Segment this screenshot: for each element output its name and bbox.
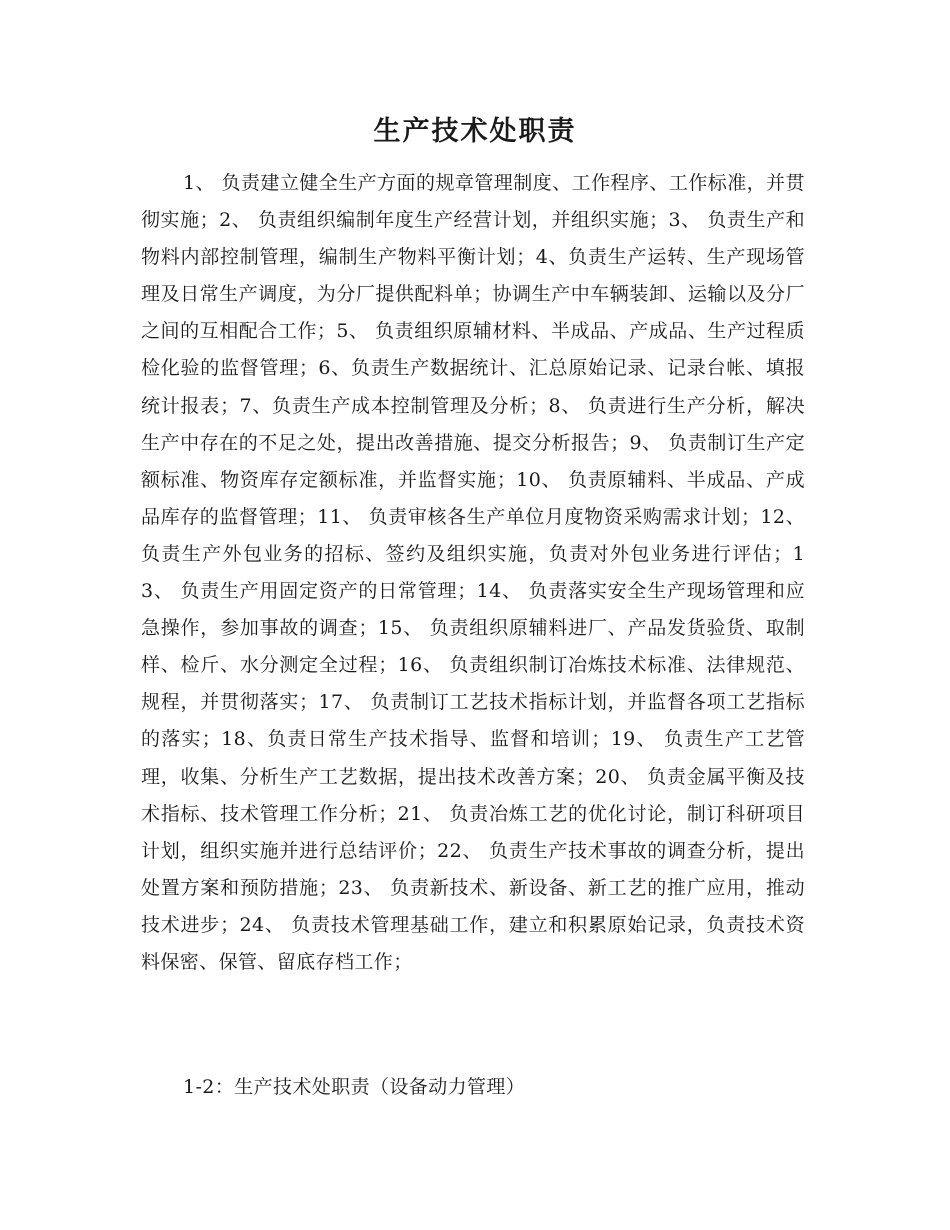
responsibilities-paragraph: 1、 负责建立健全生产方面的规章管理制度、工作程序、工作标准，并贯彻实施；2、 负责组织编制年度生产经营计划，并组织实施；3、 负责生产和物料内部控制管理，编制生产物料平衡计划；4、负责生产运转、生产现场管理及日常生产调度，为分厂提供配料单；协调生产中车辆装卸、运输以及分厂之间的互相配合工作；5、 负责组织原辅材料、半成品、产成品、生产过程质检化验的监督管理；6、负责生产数据统计、汇总原始记录、记录台帐、填报统计报表；7、负责生产成本控制管理及分析；8、 负责进行生产分析，解决生产中存在的不足之处，提出改善措施、提交分析报告；9、 负责制订生产定额标准、物资库存定额标准，并监督实施；10、 负责原辅料、半成品、产成品库存的监督管理；11、 负责审核各生产单位月度物资采购需求计划；12、 负责生产外包业务的招标、签约及组织实施，负责对外包业务进行评估；13、 负责生产用固定资产的日常管理；14、 负责落实安全生产现场管理和应急操作，参加事故的调查；15、 负责组织原辅料进厂、产品发货验货、取制样、检斤、水分测定全过程；16、 负责组织制订冶炼技术标准、法律规范、规程，并贯彻落实；17、 负责制订工艺技术指标计划，并监督各项工艺指标的落实；18、负责日常生产技术指导、监督和培训；19、 负责生产工艺管理，收集、分析生产工艺数据，提出技术改善方案；20、 负责金属平衡及技术指标、技术管理工作分析；21、 负责冶炼工艺的优化讨论，制订科研项目计划，组织实施并进行总结评价；22、 负责生产技术事故的调查分析，提出处置方案和预防措施；23、 负责新技术、新设备、新工艺的推广应用，推动技术进步；24、 负责技术管理基础工作，建立和积累原始记录，负责技术资料保密、保管、留底存档工作； — [141, 172, 805, 973]
section-subheading: 1-2：生产技术处职责（设备动力管理） — [183, 1076, 526, 1098]
document-title: 生产技术处职责 — [373, 116, 577, 147]
